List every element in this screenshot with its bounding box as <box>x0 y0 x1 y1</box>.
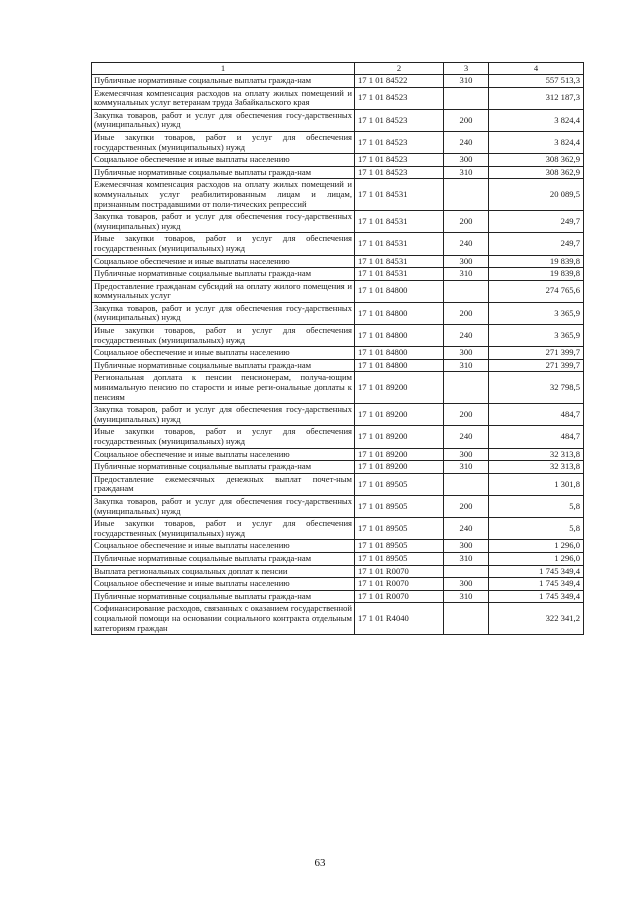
cell-code: 17 1 01 84523 <box>355 131 444 153</box>
cell-code: 17 1 01 89505 <box>355 540 444 553</box>
table-row <box>92 590 584 603</box>
table-row <box>92 255 584 268</box>
table-row <box>92 372 584 404</box>
cell-type: 310 <box>444 75 489 88</box>
cell-name: Публичные нормативные социальные выплаты гражда-нам <box>92 268 355 281</box>
cell-name: Социальное обеспечение и иные выплаты населению <box>92 154 355 167</box>
cell-code: 17 1 01 89200 <box>355 426 444 448</box>
cell-code: 17 1 01 84523 <box>355 154 444 167</box>
cell-code: 17 1 01 84531 <box>355 233 444 255</box>
cell-code: 17 1 01 89200 <box>355 404 444 426</box>
table-row <box>92 154 584 167</box>
table-row <box>92 75 584 88</box>
cell-code: 17 1 01 84800 <box>355 347 444 360</box>
table-row <box>92 302 584 324</box>
cell-code: 17 1 01 89505 <box>355 473 444 495</box>
table-row <box>92 359 584 372</box>
cell-name: Публичные нормативные социальные выплаты гражда-нам <box>92 461 355 474</box>
cell-code: 17 1 01 89505 <box>355 495 444 517</box>
cell-sum: 32 798,5 <box>489 372 584 404</box>
cell-name: Иные закупки товаров, работ и услуг для обеспечения государственных (муниципальных) нужд <box>92 131 355 153</box>
cell-code: 17 1 01 84522 <box>355 75 444 88</box>
cell-type: 240 <box>444 426 489 448</box>
table-row <box>92 565 584 578</box>
table-row <box>92 603 584 635</box>
table-row <box>92 109 584 131</box>
cell-name: Закупка товаров, работ и услуг для обеспечения госу-дарственных (муниципальных) нужд <box>92 495 355 517</box>
cell-type: 200 <box>444 495 489 517</box>
table-row <box>92 131 584 153</box>
cell-name: Социальное обеспечение и иные выплаты населению <box>92 448 355 461</box>
table-row <box>92 448 584 461</box>
cell-name: Публичные нормативные социальные выплаты гражда-нам <box>92 166 355 179</box>
table-row <box>92 461 584 474</box>
cell-name: Софинансирование расходов, связанных с оказанием государственной социальной помощи на основании социального контракта отдельным категориям граждан <box>92 603 355 635</box>
cell-sum: 5,8 <box>489 518 584 540</box>
cell-type: 300 <box>444 255 489 268</box>
cell-sum: 19 839,8 <box>489 255 584 268</box>
table-row <box>92 426 584 448</box>
table-row <box>92 233 584 255</box>
header-cell-sum: 4 <box>489 63 584 75</box>
cell-type: 240 <box>444 131 489 153</box>
cell-name: Предоставление гражданам субсидий на оплату жилого помещения и коммунальных услуг <box>92 280 355 302</box>
cell-sum: 32 313,8 <box>489 448 584 461</box>
table-row <box>92 540 584 553</box>
table-row <box>92 495 584 517</box>
cell-name: Закупка товаров, работ и услуг для обеспечения госу-дарственных (муниципальных) нужд <box>92 404 355 426</box>
cell-sum: 3 365,9 <box>489 302 584 324</box>
table-row <box>92 280 584 302</box>
cell-code: 17 1 01 84523 <box>355 166 444 179</box>
cell-type: 240 <box>444 325 489 347</box>
cell-sum: 484,7 <box>489 404 584 426</box>
page-number: 63 <box>314 857 326 869</box>
cell-type: 300 <box>444 347 489 360</box>
cell-code: 17 1 01 R4040 <box>355 603 444 635</box>
cell-type <box>444 603 489 635</box>
cell-code: 17 1 01 84531 <box>355 211 444 233</box>
cell-code: 17 1 01 89200 <box>355 448 444 461</box>
cell-sum: 322 341,2 <box>489 603 584 635</box>
header-cell-code: 2 <box>355 63 444 75</box>
cell-sum: 1 296,0 <box>489 552 584 565</box>
cell-name: Выплата региональных социальных доплат к пенсии <box>92 565 355 578</box>
table-row <box>92 552 584 565</box>
cell-type <box>444 87 489 109</box>
cell-type <box>444 372 489 404</box>
cell-sum: 249,7 <box>489 233 584 255</box>
table-row <box>92 347 584 360</box>
cell-type: 310 <box>444 590 489 603</box>
table-body <box>92 75 584 635</box>
cell-code: 17 1 01 89200 <box>355 372 444 404</box>
cell-type: 300 <box>444 448 489 461</box>
cell-type: 240 <box>444 518 489 540</box>
cell-code: 17 1 01 89505 <box>355 552 444 565</box>
cell-name: Публичные нормативные социальные выплаты гражда-нам <box>92 75 355 88</box>
cell-sum: 5,8 <box>489 495 584 517</box>
budget-table <box>91 62 584 635</box>
cell-name: Ежемесячная компенсация расходов на оплату жилых помещений и коммунальных услуг реабилитированным лицам и лицам, признанным пострадавшими от поли-тических репрессий <box>92 179 355 211</box>
cell-type: 240 <box>444 233 489 255</box>
cell-sum: 308 362,9 <box>489 166 584 179</box>
table-row <box>92 166 584 179</box>
cell-sum: 274 765,6 <box>489 280 584 302</box>
cell-sum: 3 824,4 <box>489 109 584 131</box>
cell-code: 17 1 01 84531 <box>355 179 444 211</box>
table-row <box>92 87 584 109</box>
cell-sum: 32 313,8 <box>489 461 584 474</box>
cell-code: 17 1 01 84800 <box>355 302 444 324</box>
cell-type <box>444 179 489 211</box>
cell-sum: 1 745 349,4 <box>489 578 584 591</box>
cell-code: 17 1 01 R0070 <box>355 578 444 591</box>
cell-code: 17 1 01 R0070 <box>355 590 444 603</box>
cell-code: 17 1 01 89505 <box>355 518 444 540</box>
table-row <box>92 179 584 211</box>
table-row <box>92 325 584 347</box>
cell-name: Публичные нормативные социальные выплаты гражда-нам <box>92 359 355 372</box>
cell-type: 310 <box>444 552 489 565</box>
cell-type: 200 <box>444 302 489 324</box>
cell-code: 17 1 01 84523 <box>355 87 444 109</box>
cell-sum: 1 296,0 <box>489 540 584 553</box>
cell-type: 310 <box>444 359 489 372</box>
cell-type: 200 <box>444 109 489 131</box>
table-row <box>92 578 584 591</box>
table-header-row <box>92 63 584 75</box>
table-row <box>92 518 584 540</box>
cell-sum: 484,7 <box>489 426 584 448</box>
cell-sum: 312 187,3 <box>489 87 584 109</box>
cell-sum: 20 089,5 <box>489 179 584 211</box>
table-row <box>92 211 584 233</box>
cell-name: Закупка товаров, работ и услуг для обеспечения госу-дарственных (муниципальных) нужд <box>92 211 355 233</box>
cell-name: Предоставление ежемесячных денежных выплат почет-ным гражданам <box>92 473 355 495</box>
cell-name: Иные закупки товаров, работ и услуг для обеспечения государственных (муниципальных) нужд <box>92 325 355 347</box>
cell-name: Социальное обеспечение и иные выплаты населению <box>92 347 355 360</box>
cell-type: 200 <box>444 211 489 233</box>
cell-sum: 3 365,9 <box>489 325 584 347</box>
cell-type: 310 <box>444 166 489 179</box>
cell-code: 17 1 01 84523 <box>355 109 444 131</box>
cell-name: Иные закупки товаров, работ и услуг для обеспечения государственных (муниципальных) нужд <box>92 233 355 255</box>
cell-type <box>444 280 489 302</box>
cell-name: Социальное обеспечение и иные выплаты населению <box>92 578 355 591</box>
cell-name: Социальное обеспечение и иные выплаты населению <box>92 255 355 268</box>
header-cell-name: 1 <box>92 63 355 75</box>
cell-code: 17 1 01 89200 <box>355 461 444 474</box>
cell-code: 17 1 01 84800 <box>355 359 444 372</box>
cell-sum: 557 513,3 <box>489 75 584 88</box>
table-row <box>92 404 584 426</box>
cell-name: Публичные нормативные социальные выплаты гражда-нам <box>92 552 355 565</box>
cell-sum: 19 839,8 <box>489 268 584 281</box>
cell-type: 310 <box>444 268 489 281</box>
cell-type <box>444 565 489 578</box>
cell-type: 200 <box>444 404 489 426</box>
cell-name: Иные закупки товаров, работ и услуг для обеспечения государственных (муниципальных) нужд <box>92 426 355 448</box>
cell-name: Социальное обеспечение и иные выплаты населению <box>92 540 355 553</box>
table-row <box>92 268 584 281</box>
cell-name: Ежемесячная компенсация расходов на оплату жилых помещений и коммунальных услуг ветеранам труда Забайкальского края <box>92 87 355 109</box>
cell-sum: 1 745 349,4 <box>489 565 584 578</box>
cell-name: Закупка товаров, работ и услуг для обеспечения госу-дарственных (муниципальных) нужд <box>92 109 355 131</box>
cell-code: 17 1 01 84800 <box>355 280 444 302</box>
cell-code: 17 1 01 R0070 <box>355 565 444 578</box>
cell-type: 300 <box>444 578 489 591</box>
cell-type: 300 <box>444 154 489 167</box>
cell-sum: 3 824,4 <box>489 131 584 153</box>
cell-sum: 271 399,7 <box>489 347 584 360</box>
cell-sum: 308 362,9 <box>489 154 584 167</box>
cell-name: Публичные нормативные социальные выплаты гражда-нам <box>92 590 355 603</box>
cell-code: 17 1 01 84531 <box>355 255 444 268</box>
cell-name: Закупка товаров, работ и услуг для обеспечения госу-дарственных (муниципальных) нужд <box>92 302 355 324</box>
cell-sum: 1 745 349,4 <box>489 590 584 603</box>
cell-code: 17 1 01 84800 <box>355 325 444 347</box>
cell-type <box>444 473 489 495</box>
cell-sum: 271 399,7 <box>489 359 584 372</box>
cell-type: 310 <box>444 461 489 474</box>
header-cell-type: 3 <box>444 63 489 75</box>
cell-name: Иные закупки товаров, работ и услуг для обеспечения государственных (муниципальных) нужд <box>92 518 355 540</box>
cell-name: Региональная доплата к пенсии пенсионерам, получа-ющим минимальную пенсию по старости и иные реги-ональные доплаты к пенсиям <box>92 372 355 404</box>
cell-sum: 1 301,8 <box>489 473 584 495</box>
table-row <box>92 473 584 495</box>
cell-sum: 249,7 <box>489 211 584 233</box>
cell-type: 300 <box>444 540 489 553</box>
cell-code: 17 1 01 84531 <box>355 268 444 281</box>
